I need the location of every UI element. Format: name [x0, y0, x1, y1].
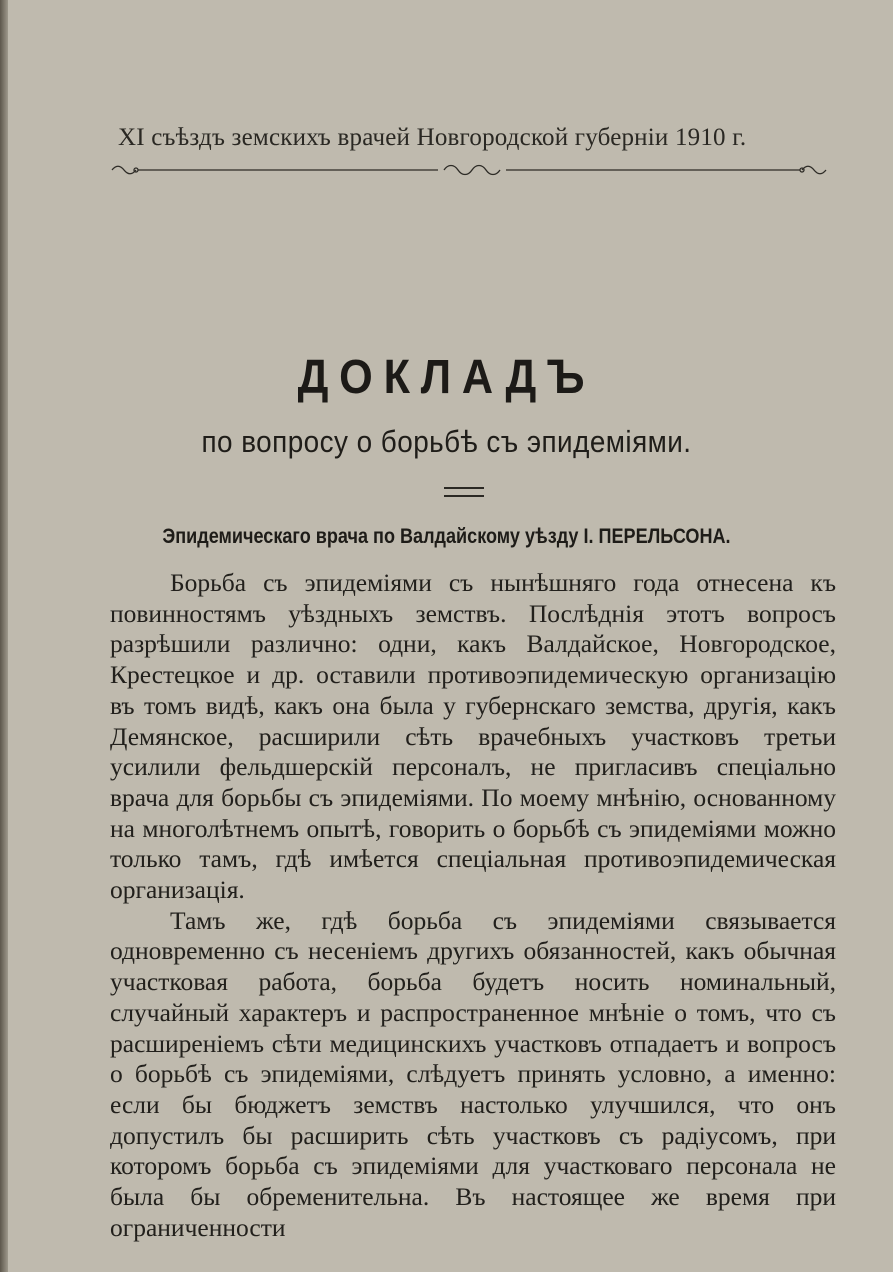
paragraph-1: Борьба съ эпидеміями съ нынѣшняго года отнесена къ повинностямъ уѣздныхъ земствъ. Послѣднія этотъ вопросъ разрѣшили различно: одни, какъ Валдайское, Новгородское, Крестецкое и др. оставили противоэпидемическую организацію въ томъ видѣ, какъ она была у губернскаго земства, другія, какъ Демянское, расширили сѣть врачебныхъ участковъ третьи усилили фельдшерскій персоналъ, не пригласивъ спеціально врача для борьбы съ эпидеміями. По моему мнѣнію, основанному на многолѣтнемъ опытѣ, говорить о борьбѣ съ эпидеміями можно только тамъ, гдѣ имѣется спеціальная противоэпидемическая организація.: [110, 568, 836, 905]
author-line: Эпидемическаго врача по Валдайскому уѣзду І. ПЕРЕЛЬСОНА.: [162, 525, 731, 548]
running-head: XI съѣздъ земскихъ врачей Новгородской губерніи 1910 г.: [118, 124, 747, 151]
paragraph-2: Тамъ же, гдѣ борьба съ эпидеміями связывается одновременно съ несеніемъ другихъ обязанностей, какъ обычная участковая работа, борьба будетъ носить номинальный, случайный характеръ и распространенное мнѣніе о томъ, что съ расширеніемъ сѣти медицинскихъ участковъ отпадаетъ и вопросъ о борьбѣ съ эпидеміями, слѣдуетъ принять условно, а именно: если бы бюджетъ земствъ настолько улучшился, что онъ допустилъ бы расширить сѣть участковъ съ радіусомъ, при которомъ борьба съ эпидеміями для участковаго персонала не была бы обременительна. Въ настоящее же время при ограниченности: [110, 905, 836, 1242]
page-binding-edge: [0, 0, 8, 1272]
document-title: ДОКЛАДЪ: [297, 351, 596, 404]
document-subtitle: по вопросу о борьбѣ съ эпидеміями.: [201, 424, 692, 459]
ornamental-rule: [108, 158, 830, 182]
body-text: [110, 568, 836, 1243]
double-rule-divider: [444, 487, 484, 497]
